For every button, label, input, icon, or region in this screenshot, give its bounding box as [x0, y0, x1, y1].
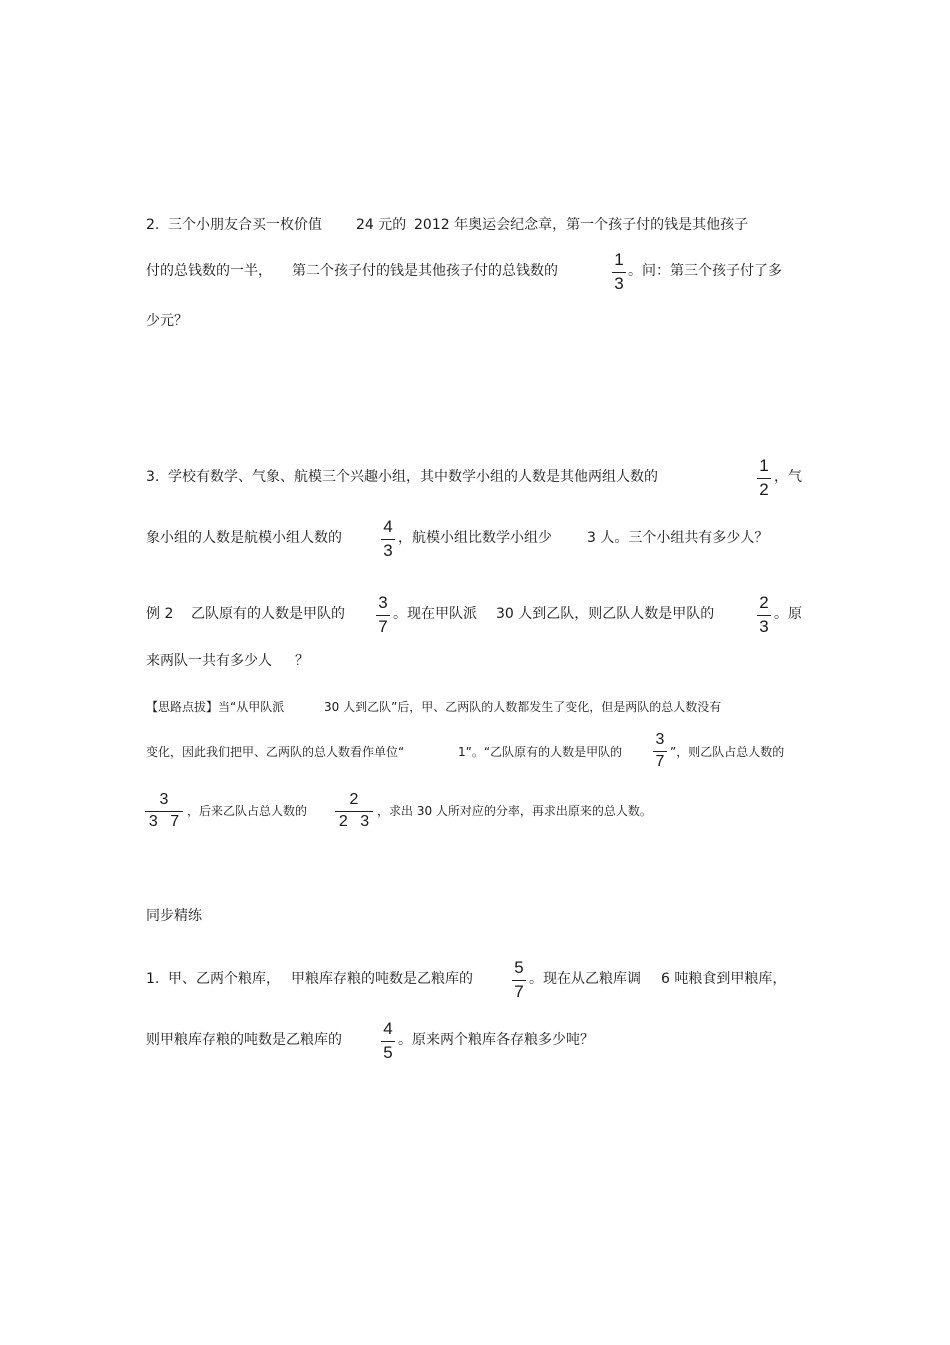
- text-segment: 来两队一共有多少人: [146, 653, 272, 669]
- hint-text: ”，则乙队占总人数的: [670, 745, 785, 759]
- fraction-bar: [381, 539, 395, 540]
- text-segment: 24 元的: [356, 217, 407, 233]
- hint-text: 【思路点拔】当“从甲队派: [146, 700, 285, 714]
- numerator: 3: [378, 593, 388, 612]
- fraction-bar: [757, 478, 771, 479]
- fraction: [331, 791, 377, 831]
- fraction-bar: [335, 811, 373, 812]
- fraction-bar: [145, 811, 183, 812]
- hint-text: 30 人到乙队”后，甲、乙两队的人数都发生了变化，但是两队的总人数没有: [324, 700, 722, 714]
- section-heading: 同步精练: [146, 908, 202, 924]
- denominator: 2: [759, 480, 769, 499]
- numerator: 2: [349, 791, 359, 808]
- numerator: 4: [383, 517, 393, 536]
- text-segment: 。原来两个粮库各存粮多少吨？: [398, 1032, 594, 1048]
- denominator: 7: [655, 753, 665, 770]
- numerator: 3: [159, 791, 169, 808]
- text-segment: 。现在甲队派: [393, 606, 477, 622]
- problem-number: 3.: [146, 469, 160, 485]
- example-label: 例 2: [146, 606, 174, 622]
- problem-number: 2.: [146, 217, 160, 233]
- denominator: 3: [614, 274, 624, 293]
- text-segment: 。现在从乙粮库调: [529, 971, 641, 987]
- denominator: 5: [383, 1043, 393, 1062]
- problem-number: 1.: [146, 971, 160, 987]
- text-segment: 30 人到乙队，则乙队人数是甲队的: [496, 606, 715, 622]
- fraction: [141, 791, 187, 831]
- text-segment: 学校有数学、气象、航模三个兴趣小组，其中数学小组的人数是其他两组人数的: [168, 469, 658, 485]
- denominator: 7: [378, 617, 388, 636]
- text-segment: 则甲粮库存粮的吨数是乙粮库的: [146, 1032, 342, 1048]
- denominator: 2 3: [338, 813, 370, 830]
- numerator: 1: [614, 250, 624, 269]
- denominator: 3: [759, 617, 769, 636]
- text-segment: 象小组的人数是航模小组人数的: [146, 530, 342, 546]
- hint-text: 1”。“乙队原有的人数是甲队的: [458, 745, 623, 759]
- text-segment: 6 吨粮食到甲粮库，: [661, 971, 787, 987]
- hint-text: 变化，因此我们把甲、乙两队的总人数看作单位“: [146, 745, 405, 759]
- fraction-bar: [757, 615, 771, 616]
- text-segment: 乙队原有的人数是甲队的: [191, 606, 345, 622]
- text-segment: 。原: [774, 606, 802, 622]
- text-segment: ，航模小组比数学小组少: [398, 530, 552, 546]
- fraction-bar: [376, 615, 390, 616]
- fraction-bar: [612, 272, 626, 273]
- numerator: 2: [759, 593, 769, 612]
- fraction-bar: [512, 980, 526, 981]
- numerator: 4: [383, 1019, 393, 1038]
- hint-text: ，后来乙队占总人数的: [187, 804, 308, 818]
- text-segment: ？: [295, 653, 309, 669]
- denominator: 3: [383, 541, 393, 560]
- text-segment: 第二个孩子付的钱是其他孩子付的总钱数的: [292, 263, 558, 279]
- text-segment: 。问：第三个孩子付了多: [628, 263, 782, 279]
- text-segment: 三个小朋友合买一枚价值: [168, 217, 322, 233]
- denominator: 3 7: [148, 813, 180, 830]
- text-segment: ，气: [774, 469, 802, 485]
- denominator: 7: [514, 982, 524, 1001]
- numerator: 5: [514, 958, 524, 977]
- hint-text: ，求出 30 人所对应的分率，再求出原来的总人数。: [377, 804, 652, 818]
- text-segment: 3 人。三个小组共有多少人？: [587, 530, 769, 546]
- fraction-bar: [381, 1041, 395, 1042]
- numerator: 1: [759, 456, 769, 475]
- numerator: 3: [655, 731, 665, 748]
- text-segment: 付的总钱数的一半，: [146, 263, 272, 279]
- fraction-bar: [653, 751, 667, 752]
- text-segment: 少元？: [146, 313, 188, 329]
- text-segment: 甲、乙两个粮库，: [168, 971, 280, 987]
- text-segment: 2012 年奥运会纪念章，第一个孩子付的钱是其他孩子: [414, 217, 749, 233]
- text-segment: 甲粮库存粮的吨数是乙粮库的: [291, 971, 473, 987]
